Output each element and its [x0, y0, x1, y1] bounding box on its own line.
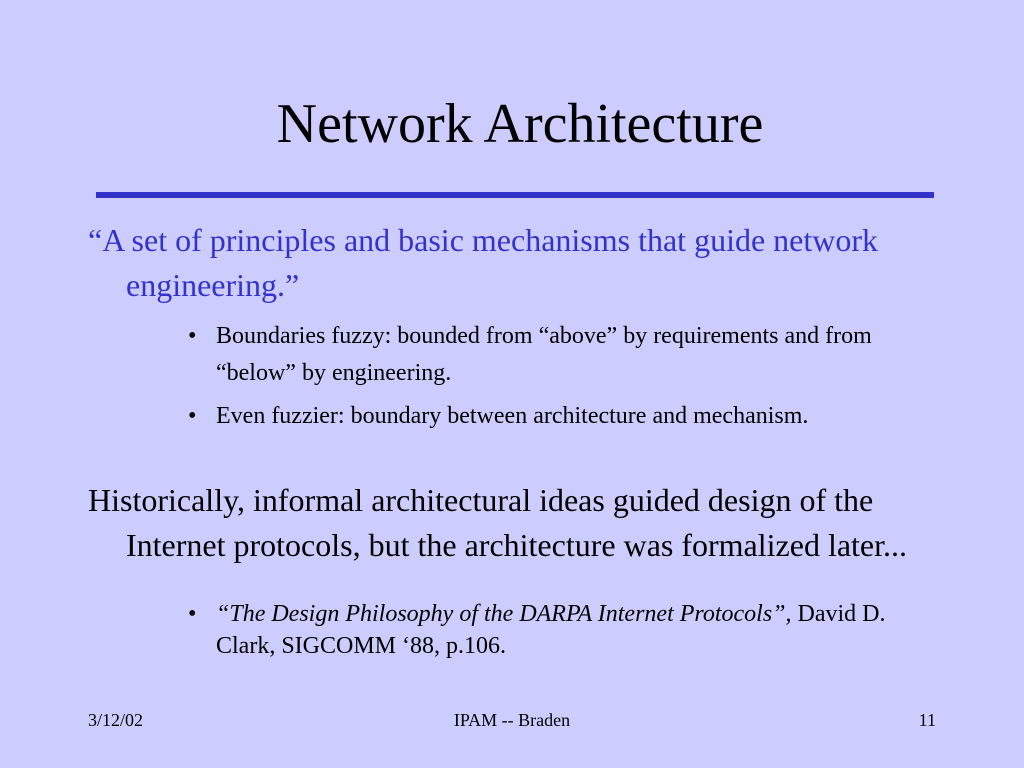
history-paragraph: Historically, informal architectural ideas guided design of the Internet protocols, but the architecture was formalized later... — [88, 482, 908, 563]
slide-title: Network Architecture — [276, 93, 764, 155]
footer-presenter: IPAM -- Braden — [453, 710, 571, 730]
definition-quote: “A set of principles and basic mechanisms that guide network engineering.” — [88, 222, 879, 303]
reference-title: “The Design Philosophy of the DARPA Internet Protocols”, — [216, 601, 792, 627]
footer-date: 3/12/02 — [88, 710, 144, 730]
reference-bullet-list — [188, 598, 948, 668]
bullet-dot: • — [188, 601, 197, 627]
reference-citation: David D. Clark, SIGCOMM ‘88, p.106. — [216, 601, 886, 659]
bullet-dot: • — [188, 403, 197, 429]
bullet-item — [188, 598, 948, 662]
bullet-dot: • — [188, 323, 197, 349]
bullet-text-fuzzier: Even fuzzier: boundary between architecture and mechanism. — [216, 403, 809, 429]
bullet-item — [188, 318, 948, 392]
footer-page-number: 11 — [918, 710, 936, 730]
bullet-text-boundaries: Boundaries fuzzy: bounded from “above” by requirements and from “below” by engineering. — [216, 323, 872, 386]
quote-bullet-list — [188, 318, 948, 441]
title-divider — [96, 192, 934, 198]
bullet-item — [188, 398, 948, 435]
